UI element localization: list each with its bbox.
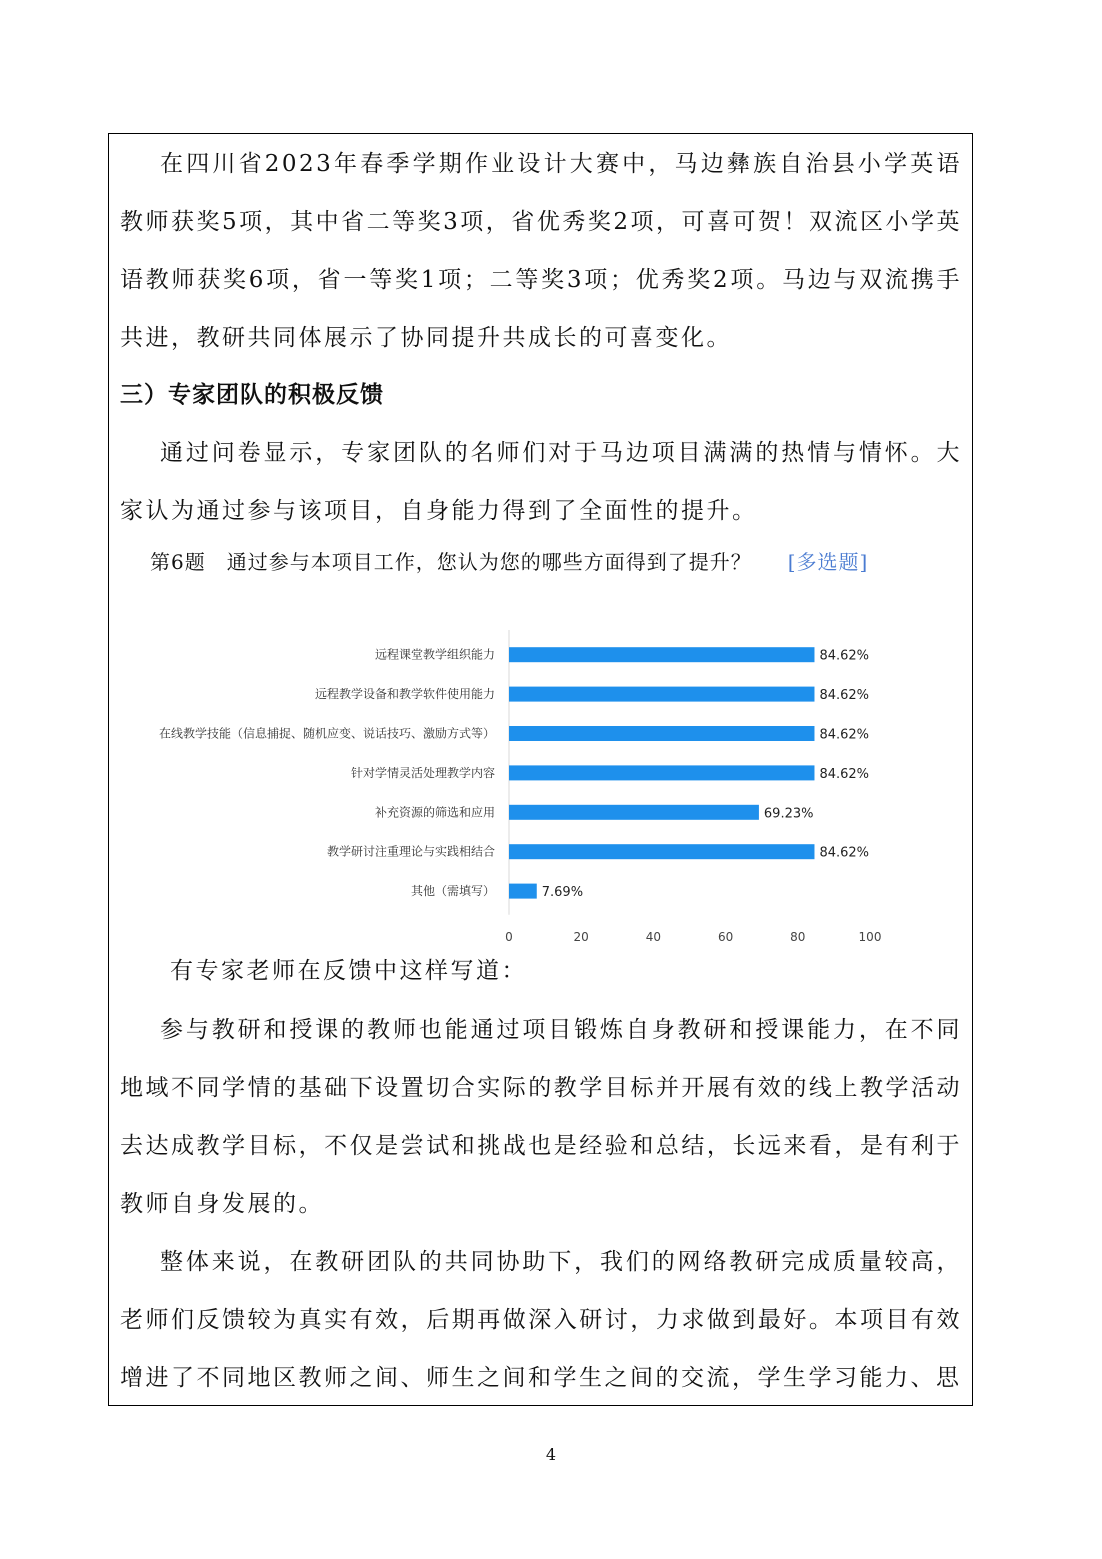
- value-label: 69.23%: [763, 806, 814, 822]
- value-label: 84.62%: [819, 688, 870, 704]
- bar: [509, 687, 814, 702]
- value-label: 84.62%: [819, 648, 870, 664]
- bar: [509, 647, 814, 662]
- value-label: 84.62%: [819, 727, 870, 743]
- category-label: 针对学情灵活处理教学内容: [350, 765, 495, 780]
- bar: [509, 805, 759, 820]
- value-label: 84.62%: [819, 766, 870, 782]
- page-number: 4: [545, 1445, 557, 1464]
- quote-intro: 有专家老师在反馈中这样写道：: [170, 958, 527, 984]
- value-label: 7.69%: [541, 885, 584, 901]
- award-paragraph: 在四川省2023年春季学期作业设计大赛中，马边彝族自治县小学英语教师获奖5项，其中省二等奖3项，省优秀奖2项，可喜可贺！双流区小学英语教师获奖6项，省一等奖1项；二等奖3项；优秀奖2项。马边与双流携手共进，教研共同体展示了协同提升共成长的可喜变化。: [120, 151, 962, 351]
- survey-question: [150, 540, 868, 584]
- survey-paragraph: 通过问卷显示，专家团队的名师们对于马边项目满满的热情与情怀。大家认为通过参与该项目，自身能力得到了全面性的提升。: [120, 440, 962, 524]
- category-label: 远程课堂教学组织能力: [374, 647, 495, 662]
- bar: [509, 726, 814, 741]
- value-label: 84.62%: [819, 845, 870, 861]
- x-tick-label: 0: [505, 929, 513, 944]
- quote-paragraph: 参与教研和授课的教师也能通过项目锻炼自身教研和授课能力，在不同地域不同学情的基础下设置切合实际的教学目标并开展有效的线上教学活动去达成教学目标，不仅是尝试和挑战也是经验和总结，长远来看，是有利于教师自身发展的。: [120, 1017, 962, 1217]
- category-label: 补充资源的筛选和应用: [374, 805, 495, 820]
- category-label: 在线教学技能（信息捕捉、随机应变、说话技巧、激励方式等）: [158, 726, 495, 741]
- summary-paragraph: 整体来说，在教研团队的共同协助下，我们的网络教研完成质量较高，老师们反馈较为真实有效，后期再做深入研讨，力求做到最好。本项目有效增进了不同地区教师之间、师生之间和学生之间的交流，学生学习能力、思: [120, 1249, 962, 1391]
- bar: [509, 765, 814, 780]
- category-label: 教学研讨注重理论与实践相结合: [326, 844, 495, 859]
- question-label: 第6题 通过参与本项目工作，您认为您的哪些方面得到了提升？: [150, 550, 752, 574]
- x-tick-label: 60: [717, 929, 734, 944]
- question-type-tag: [多选题]: [787, 550, 869, 574]
- x-tick-label: 20: [573, 929, 589, 944]
- bar: [509, 844, 814, 859]
- bar: [509, 884, 537, 899]
- bar-chart: [140, 620, 900, 950]
- x-tick-label: 40: [645, 929, 662, 944]
- section-heading: 三）专家团队的积极反馈: [120, 382, 384, 408]
- category-label: 远程教学设备和教学软件使用能力: [314, 687, 495, 702]
- category-label: 其他（需填写）: [410, 884, 495, 899]
- x-tick-label: 100: [858, 929, 882, 944]
- x-tick-label: 80: [790, 929, 806, 944]
